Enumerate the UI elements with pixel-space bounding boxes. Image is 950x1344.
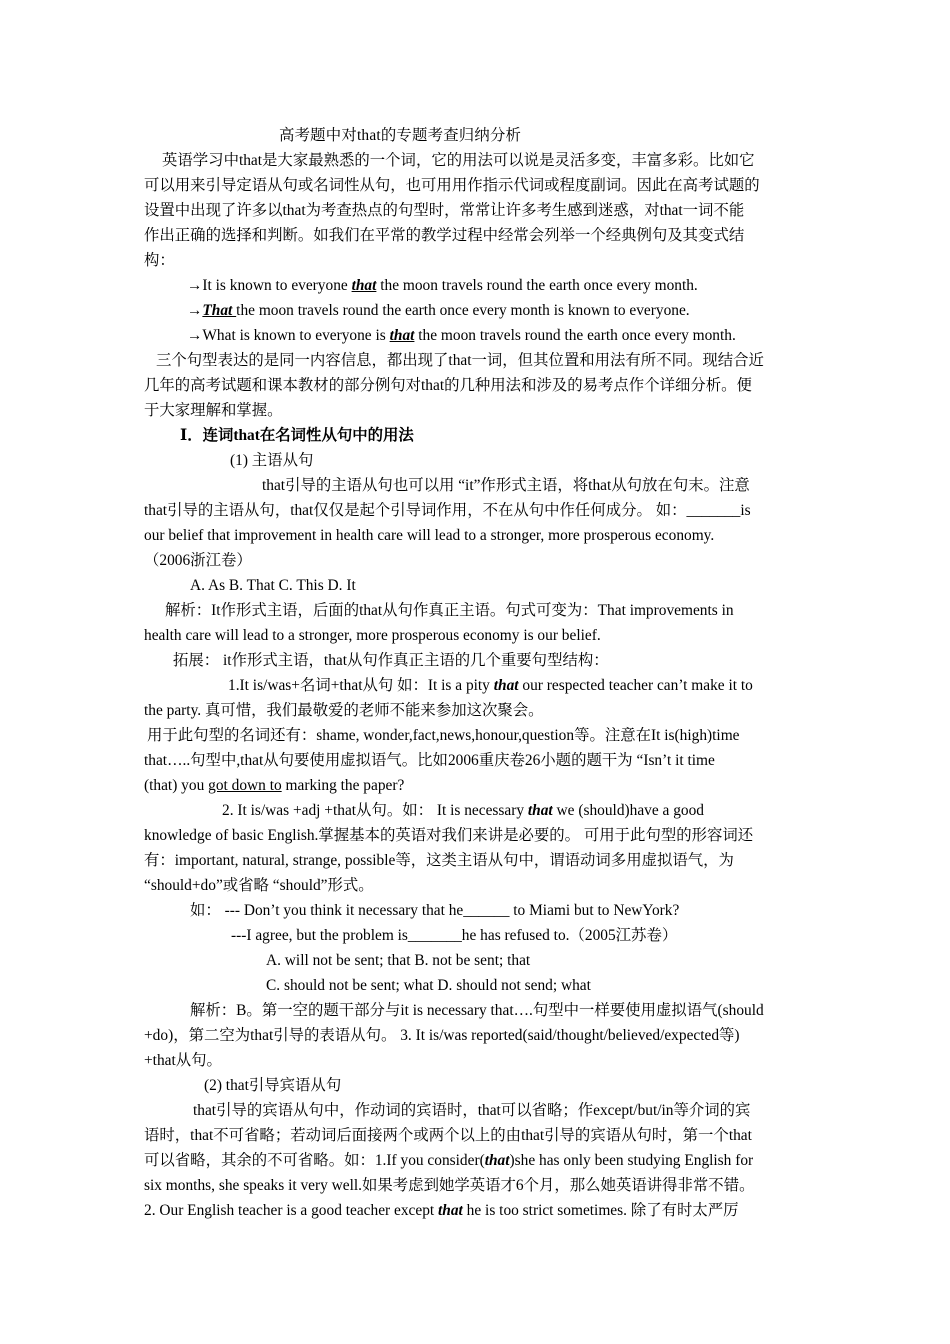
highlighted-that: that [484, 1152, 510, 1169]
paragraph-line [144, 1151, 753, 1171]
pattern-1 [228, 676, 753, 696]
pattern-text: we (should)have a good [552, 802, 705, 819]
example-text: the moon travels round the earth once every month is known to everyone. [236, 302, 690, 319]
pattern-text: 1.It is/was+名词+that从句 如：It is a pity [228, 677, 494, 694]
intro-line: 构： [144, 252, 175, 269]
paragraph-line: （2006浙江卷） [144, 552, 252, 569]
pattern-text: 2. It is/was +adj +that从句。如： It is necessary [222, 802, 528, 819]
paragraph-text: )she has only been studying English for [509, 1152, 754, 1169]
intro-line: 可以用来引导定语从句或名词性从句，也可用用作指示代词或程度副词。因此在高考试题的 [144, 177, 760, 194]
summary-line: 三个句型表达的是同一内容信息，都出现了that一词，但其位置和用法有所不同。现结合近 [156, 352, 764, 369]
arrow-icon: → [187, 302, 203, 319]
paragraph-line: six months, she speaks it very well.如果考虑到她学英语才6个月，那么她英语讲得非常不错。 [144, 1177, 755, 1194]
pattern-text: our respected teacher can’t make it to [518, 677, 753, 694]
paragraph-text: 可以省略，其余的不可省略。如：1.If you consider( [144, 1152, 485, 1169]
paragraph-line: our belief that improvement in health care will lead to a stronger, more prosperous economy. [144, 527, 715, 544]
paragraph-line: 用于此句型的名词还有：shame, wonder,fact,news,honour,question等。注意在It is(high)time [147, 727, 740, 744]
highlighted-that: that [351, 277, 377, 294]
question-line: ---I agree, but the problem is_______he has refused to.（2005江苏卷） [231, 927, 678, 944]
example-text: What is known to everyone is [202, 327, 390, 344]
analysis-line: +do)，第二空为that引导的表语从句。 3. It is/was reported(said/thought/believed/expected等) [144, 1027, 740, 1044]
intro-line: 英语学习中that是大家最熟悉的一个词，它的用法可以说是灵活多变，丰富多彩。比如它 [162, 152, 755, 169]
document-title: 高考题中对that的专题考查归纳分析 [279, 127, 522, 144]
pattern-2 [222, 801, 704, 821]
section-heading: Ⅰ．连词that在名词性从句中的用法 [180, 427, 414, 444]
summary-line: 几年的高考试题和课本教材的部分例句对that的几种用法和涉及的易考点作个详细分析。便 [144, 377, 752, 394]
paragraph-text: (that) you [144, 777, 209, 794]
paragraph-line: 语时，that不可省略；若动词后面接两个或两个以上的由that引导的宾语从句时，第一个that [144, 1127, 752, 1144]
paragraph-line: the party. 真可惜，我们最敬爱的老师不能来参加这次聚会。 [144, 702, 544, 719]
intro-line: 作出正确的选择和判断。如我们在平常的教学过程中经常会列举一个经典例句及其变式结 [144, 227, 745, 244]
example-sentence [187, 276, 698, 296]
example-text: the moon travels round the earth once every month. [414, 327, 736, 344]
highlighted-that: that [389, 327, 415, 344]
analysis-line: 解析：It作形式主语，后面的that从句作真正主语。句式可变为：That improvements in [165, 602, 734, 619]
example-sentence [187, 326, 736, 346]
question-line: 如： --- Don’t you think it necessary that he______ to Miami but to NewYork? [190, 902, 680, 919]
example-text: It is known to everyone [202, 277, 352, 294]
intro-line: 设置中出现了许多以that为考查热点的句型时，常常让许多考生感到迷惑，对that一词不能 [144, 202, 745, 219]
highlighted-that: that [438, 1202, 463, 1219]
answer-options: A. will not be sent; that B. not be sent; that [266, 952, 531, 969]
arrow-icon: → [187, 327, 203, 344]
example-sentence [187, 301, 690, 321]
highlighted-that: that [493, 677, 519, 694]
subsection-heading: (2) that引导宾语从句 [204, 1077, 342, 1094]
subsection-heading: (1) 主语从句 [230, 452, 314, 469]
paragraph-text: marking the paper? [281, 777, 405, 794]
paragraph-text: he is too strict sometimes. 除了有时太严厉 [462, 1202, 739, 1219]
paragraph-line: “should+do”或省略 “should”形式。 [144, 877, 374, 894]
expand-line: 拓展： it作形式主语，that从句作真正主语的几个重要句型结构： [173, 652, 609, 669]
analysis-line: +that从句。 [144, 1052, 222, 1069]
highlighted-that: that [527, 802, 553, 819]
answer-options: C. should not be sent; what D. should not send; what [266, 977, 591, 994]
paragraph-line: 有：important, natural, strange, possible等，这类主语从句中，谓语动词多用虚拟语气，为 [144, 852, 734, 869]
arrow-icon: → [187, 277, 203, 294]
paragraph-line: knowledge of basic English.掌握基本的英语对我们来讲是必要的。 可用于此句型的形容词还 [144, 827, 754, 844]
answer-options: A. As B. That C. This D. It [190, 577, 356, 594]
analysis-line: health care will lead to a stronger, more prosperous economy is our belief. [144, 627, 601, 644]
highlighted-that: That [202, 302, 237, 319]
example-text: the moon travels round the earth once every month. [376, 277, 698, 294]
paragraph-line: that引导的主语从句也可以用 “it”作形式主语，将that从句放在句末。注意 [262, 477, 750, 494]
paragraph-line: that引导的宾语从句中，作动词的宾语时，that可以省略；作except/but/in等介词的宾 [193, 1102, 751, 1119]
analysis-line: 解析：B。第一空的题干部分与it is necessary that….句型中一样要使用虚拟语气(should [190, 1002, 764, 1019]
underlined-phrase: got down to [208, 777, 282, 794]
paragraph-line [144, 776, 404, 796]
summary-line: 于大家理解和掌握。 [144, 402, 283, 419]
paragraph-line: that引导的主语从句，that仅仅是起个引导词作用，不在从句中作任何成分。 如：_______is [144, 502, 751, 519]
paragraph-line: that…..句型中,that从句要使用虚拟语气。比如2006重庆卷26小题的题干为 “Isn’t it time [144, 752, 715, 769]
paragraph-line [144, 1201, 739, 1221]
paragraph-text: 2. Our English teacher is a good teacher except [144, 1202, 439, 1219]
